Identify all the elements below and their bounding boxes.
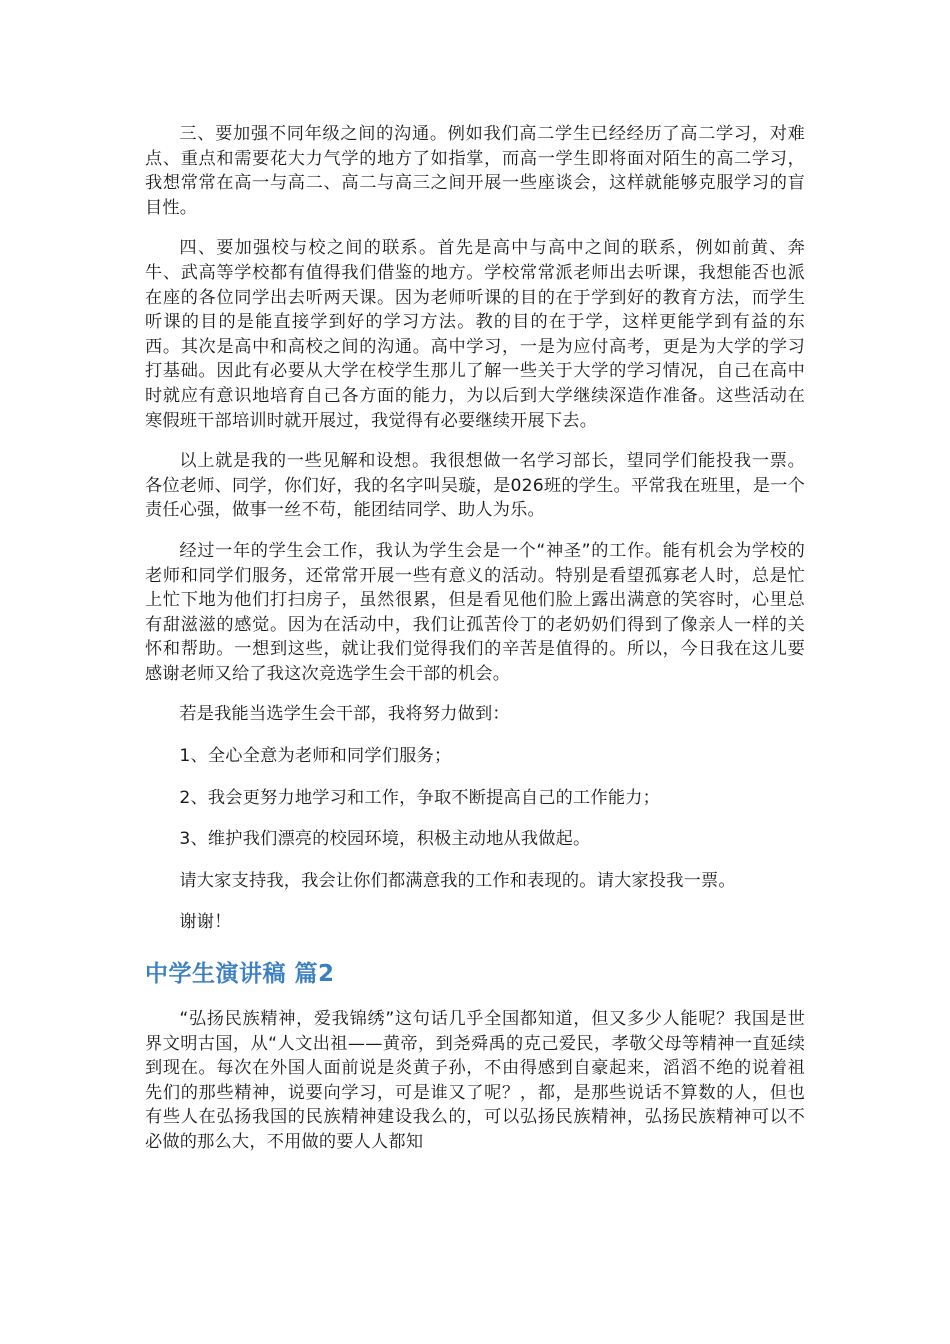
paragraph-thanks: 谢谢！	[179, 912, 232, 933]
list-item-pledge-2: 2、我会更努力地学习和工作，争取不断提高自己的工作能力；	[179, 787, 660, 808]
paragraph-grade-communication: 三、要加强不同年级之间的沟通。例如我们高二学生已经经历了高二学习，对难点、重点和需要花大力气学的地方了如指掌，而高一学生即将面对陌生的高二学习，我想常常在高一与高二、高二与高三之间开展一些座谈会，这样就能够克服学习的盲目性。	[145, 124, 805, 218]
section-heading: 中学生演讲稿 篇2	[145, 961, 335, 988]
list-item-pledge-1: 1、全心全意为老师和同学们服务；	[179, 746, 452, 767]
paragraph-pledge-intro: 若是我能当选学生会干部，我将努力做到：	[179, 704, 510, 725]
paragraph-self-introduction: 以上就是我的一些见解和设想。我很想做一名学习部长，望同学们能投我一票。各位老师、同学，你们好，我的名字叫吴璇，是026班的学生。平常我在班里，是一个责任心强，做事一丝不苟，能团结同学、助人为乐。	[145, 451, 805, 521]
paragraph-national-spirit: “弘扬民族精神，爱我锦绣”这句话几乎全国都知道，但又多少人能呢？我国是世界文明古国，从“人文出祖——黄帝，到尧舜禹的克己爱民，孝敬父母等精神一直延续到现在。每次在外国人面前说是炎黄子孙，不由得感到自豪起来，滔滔不绝的说着祖先们的那些精神，说要向学习，可是谁又了呢？，都，是那些说话不算数的人，但也有些人在弘扬我国的民族精神建设我么的，可以弘扬民族精神，弘扬民族精神可以不必做的那么大，不用做的要人人都知	[145, 1009, 805, 1152]
paragraph-vote-request: 请大家支持我，我会让你们都满意我的工作和表现的。请大家投我一票。	[179, 870, 736, 891]
document-body	[145, 122, 805, 1171]
list-item-pledge-3: 3、维护我们漂亮的校园环境，积极主动地从我做起。	[179, 829, 591, 850]
paragraph-student-union-experience: 经过一年的学生会工作，我认为学生会是一个“神圣”的工作。能有机会为学校的老师和同学们服务，还常常开展一些有意义的活动。特别是看望孤寡老人时，总是忙上忙下地为他们打扫房子，虽然很累，但是看见他们脸上露出满意的笑容时，心里总有甜滋滋的感觉。因为在活动中，我们让孤苦伶丁的老奶奶们得到了像亲人一样的关怀和帮助。一想到这些，就让我们觉得我们的辛苦是值得的。所以，今日我在这儿要感谢老师又给了我这次竞选学生会干部的机会。	[145, 540, 805, 684]
paragraph-school-links: 四、要加强校与校之间的联系。首先是高中与高中之间的联系，例如前黄、奔牛、武高等学校都有值得我们借鉴的地方。学校常常派老师出去听课，我想能否也派在座的各位同学出去听两天课。因为老师听课的目的在于学到好的教育方法，而学生听课的目的是能直接学到好的学习方法。教的目的在于学，这样更能学到有益的东西。其次是高中和高校之间的沟通。高中学习，一是为应付高考，更是为大学的学习打基础。因此有必要从大学在校学生那儿了解一些关于大学的学习情况，自己在高中时就应有意识地培育自己各方面的能力，为以后到大学继续深造作准备。这些活动在寒假班干部培训时就开展过，我觉得有必要继续开展下去。	[145, 238, 805, 431]
